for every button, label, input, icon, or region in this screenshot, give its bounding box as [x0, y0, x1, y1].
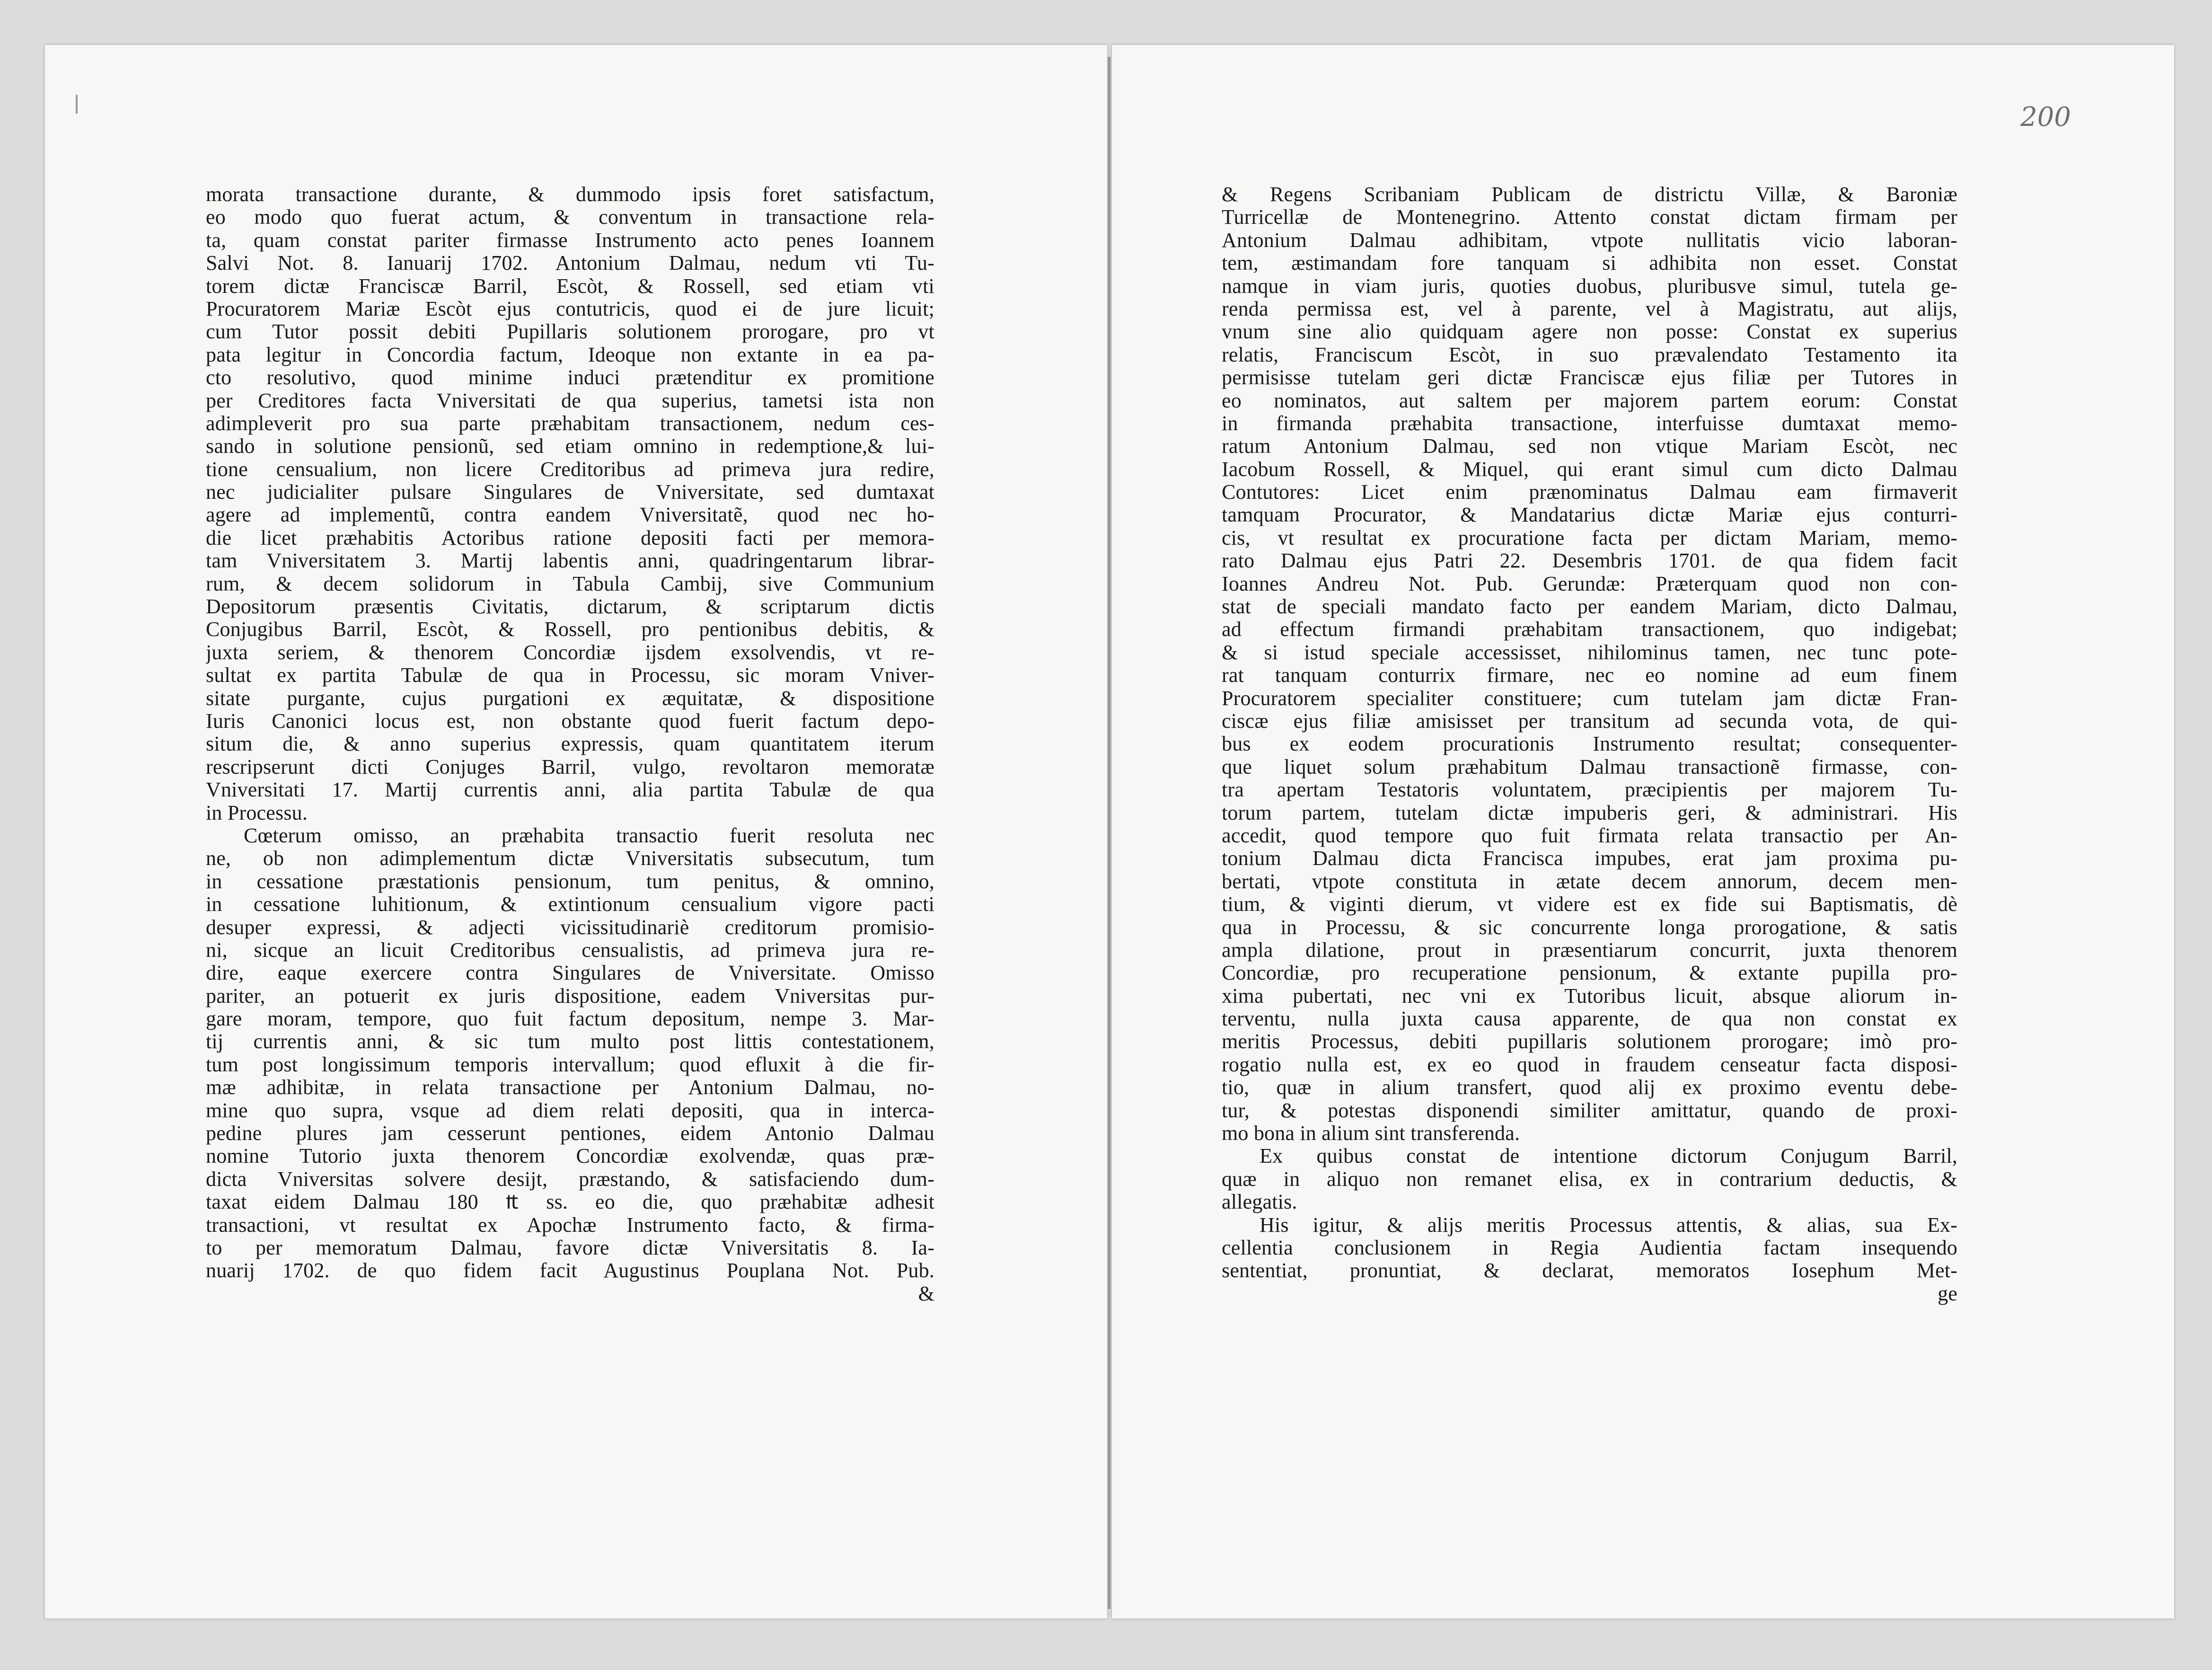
- right-page-text: [1222, 183, 1957, 1305]
- text-line: in firmanda præhabita transactione, interfuisse dumtaxat memo-: [1222, 412, 1957, 435]
- text-line: juxta seriem, & thenorem Concordiæ ijsdem exsolvendis, vt re-: [206, 641, 934, 664]
- text-line: cellentia conclusionem in Regia Audientia factam insequendo: [1222, 1236, 1957, 1259]
- text-line: Conjugibus Barril, Escòt, & Rossell, pro pentionibus debitis, &: [206, 618, 934, 641]
- text-line: situm die, & anno superius expressis, quam quantitatem iterum: [206, 733, 934, 756]
- text-line: pata legitur in Concordia factum, Ideoque non extante in ea pa-: [206, 343, 934, 366]
- text-line: tem, æstimandam fore tanquam si adhibita non esset. Constat: [1222, 252, 1957, 275]
- text-line: ad effectum firmandi præhabitam transactionem, quo indigebat;: [1222, 618, 1957, 641]
- text-line: sultat ex partita Tabulæ de qua in Processu, sic moram Vniver-: [206, 664, 934, 687]
- text-line: ne, ob non adimplementum dictæ Vniversitatis subsecutum, tum: [206, 847, 934, 870]
- text-line: gare moram, tempore, quo fuit factum depositum, nempe 3. Mar-: [206, 1007, 934, 1031]
- text-line: transactioni, vt resultat ex Apochæ Instrumento facto, & firma-: [206, 1213, 934, 1237]
- text-line: accedit, quod tempore quo fuit firmata relata transactio per An-: [1222, 824, 1957, 847]
- text-line: cum Tutor possit debiti Pupillaris solutionem prorogare, pro vt: [206, 320, 934, 344]
- text-line: tio, quæ in alium transfert, quod alij ex proximo eventu debe-: [1222, 1076, 1957, 1099]
- text-line: mine quo supra, vsque ad diem relati depositi, qua in interca-: [206, 1099, 934, 1122]
- text-line: rum, & decem solidorum in Tabula Cambij, sive Communium: [206, 572, 934, 595]
- text-line: tur, & potestas disponendi similiter amittatur, quando de proxi-: [1222, 1099, 1957, 1122]
- text-line: meritis Processus, debiti pupillaris solutionem prorogare; imò pro-: [1222, 1030, 1957, 1053]
- text-line: relatis, Franciscum Escòt, in suo prævalendato Testamento ita: [1222, 343, 1957, 366]
- text-line: stat de speciali mandato facto per eandem Mariam, dicto Dalmau,: [1222, 595, 1957, 619]
- text-line: qua in Processu, & sic concurrente longa prorogatione, & satis: [1222, 916, 1957, 939]
- text-line: sando in solutione pensionũ, sed etiam omnino in redemptione,& lui-: [206, 435, 934, 458]
- text-line: dire, eaque exercere contra Singulares de Vniversitate. Omisso: [206, 962, 934, 985]
- text-line: rato Dalmau ejus Patri 22. Desembris 1701. de qua fidem facit: [1222, 549, 1957, 573]
- text-line: tamquam Procurator, & Mandatarius dictæ Mariæ ejus conturri-: [1222, 504, 1957, 527]
- text-line: rescripserunt dicti Conjuges Barril, vulgo, revoltaron memoratæ: [206, 755, 934, 778]
- text-line: quæ in aliquo non remanet elisa, ex in contrarium deductis, &: [1222, 1167, 1957, 1191]
- text-line: tium, & viginti dierum, vt videre est ex fide sui Baptismatis, dè: [1222, 893, 1957, 916]
- text-line: tam Vniversitatem 3. Martij labentis anni, quadringentarum librar-: [206, 549, 934, 573]
- text-line: torum partem, tutelam dictæ impuberis geri, & administrari. His: [1222, 801, 1957, 824]
- text-line: ratum Antonium Dalmau, sed non vtique Mariam Escòt, nec: [1222, 435, 1957, 458]
- book-gutter: [1107, 57, 1111, 1609]
- text-line: to per memoratum Dalmau, favore dictæ Vniversitatis 8. Ia-: [206, 1236, 934, 1259]
- text-line: tione censualium, non licere Creditoribus ad primeva jura redire,: [206, 458, 934, 481]
- text-line: ni, sicque an licuit Creditoribus censualistis, ad primeva jura re-: [206, 938, 934, 962]
- text-line: adimpleverit pro sua parte præhabitam transactionem, nedum ces-: [206, 412, 934, 435]
- text-line: cis, vt resultat ex procuratione facta per dictam Mariam, memo-: [1222, 526, 1957, 549]
- text-line: Ex quibus constat de intentione dictorum Conjugum Barril,: [1260, 1145, 1957, 1168]
- margin-mark: [76, 95, 78, 114]
- text-line: ciscæ ejus filiæ amisisset per transitum ad secunda vota, de qui-: [1222, 709, 1957, 733]
- text-line: Cœterum omisso, an præhabita transactio fuerit resoluta nec: [244, 824, 934, 847]
- text-line: pedine plures jam cesserunt pentiones, eidem Antonio Dalmau: [206, 1122, 934, 1145]
- text-line: mæ adhibitæ, in relata transactione per Antonium Dalmau, no-: [206, 1076, 934, 1099]
- text-line: terventu, nulla juxta causa apparente, de qua non constat ex: [1222, 1007, 1957, 1031]
- text-line: Antonium Dalmau adhibitam, vtpote nullitatis vicio laboran-: [1222, 229, 1957, 252]
- text-line: renda permissa est, vel à parente, vel à Magistratu, aut alijs,: [1222, 297, 1957, 320]
- left-page-text: [206, 183, 934, 1305]
- text-line: taxat eidem Dalmau 180 ₶ ss. eo die, quo præhabitæ adhesit: [206, 1191, 934, 1214]
- text-line: tij currentis anni, & sic tum multo post littis contestationem,: [206, 1030, 934, 1053]
- text-line: Depositorum præsentis Civitatis, dictarum, & scriptarum dictis: [206, 595, 934, 619]
- text-line: in cessatione præstationis pensionum, tum penitus, & omnino,: [206, 870, 934, 893]
- text-line: & si istud speciale accessisset, nihilominus tamen, nec tunc pote-: [1222, 641, 1957, 664]
- text-line: rat tanquam conturrix firmare, nec eo nomine ad eum finem: [1222, 664, 1957, 687]
- text-line: desuper expressi, & adjecti vicissitudinariè creditorum promisio-: [206, 916, 934, 939]
- text-line: torem dictæ Franciscæ Barril, Escòt, & Rossell, sed etiam vti: [206, 274, 934, 298]
- text-line: ampla dilatione, prout in præsentiarum concurrit, juxta thenorem: [1222, 938, 1957, 962]
- text-line: nec judicialiter pulsare Singulares de Vniversitate, sed dumtaxat: [206, 481, 934, 504]
- text-line: sitate purgante, cujus purgationi ex æquitatæ, & dispositione: [206, 687, 934, 710]
- text-line: morata transactione durante, & dummodo ipsis foret satisfactum,: [206, 183, 934, 206]
- text-line: Turricellæ de Montenegrino. Attento constat dictam firmam per: [1222, 206, 1957, 229]
- text-line: Vniversitati 17. Martij currentis anni, alia partita Tabulæ de qua: [206, 778, 934, 802]
- text-line: nuarij 1702. de quo fidem facit Augustinus Pouplana Not. Pub.: [206, 1259, 934, 1282]
- text-line: Contutores: Licet enim prænominatus Dalmau eam firmaverit: [1222, 481, 1957, 504]
- text-line: agere ad implementũ, contra eandem Vniversitatẽ, quod nec ho-: [206, 504, 934, 527]
- text-line: mo bona in alium sint transferenda.: [1222, 1122, 1520, 1145]
- text-line: in cessatione luhitionum, & extintionum censualium vigore pacti: [206, 893, 934, 916]
- text-line: bus ex eodem procurationis Instrumento resultat; consequenter-: [1222, 733, 1957, 756]
- text-line: cto resolutivo, quod minime induci prætenditur ex promitione: [206, 366, 934, 389]
- text-line: ge: [1938, 1282, 1957, 1305]
- text-line: Iuris Canonici locus est, non obstante quod fuerit factum depo-: [206, 709, 934, 733]
- text-line: rogatio nulla est, ex eo quod in fraudem censeatur facta disposi-: [1222, 1053, 1957, 1076]
- folio-number: 200: [2020, 102, 2071, 133]
- text-line: Ioannes Andreu Not. Pub. Gerundæ: Præterquam quod non con-: [1222, 572, 1957, 595]
- text-line: ta, quam constat pariter firmasse Instrumento acto penes Ioannem: [206, 229, 934, 252]
- text-line: eo modo quo fuerat actum, & conventum in transactione rela-: [206, 206, 934, 229]
- text-line: namque in viam juris, quoties duobus, pluribusve simul, tutela ge-: [1222, 274, 1957, 298]
- text-line: bertati, vtpote constituta in ætate decem annorum, decem men-: [1222, 870, 1957, 893]
- text-line: tonium Dalmau dicta Francisca impubes, erat jam proxima pu-: [1222, 847, 1957, 870]
- text-line: Concordiæ, pro recuperatione pensionum, & extante pupilla pro-: [1222, 962, 1957, 985]
- text-line: pariter, an potuerit ex juris dispositione, eadem Vniversitas pur-: [206, 984, 934, 1007]
- text-line: & Regens Scribaniam Publicam de districtu Villæ, & Baroniæ: [1222, 183, 1957, 206]
- text-line: Iacobum Rossell, & Miquel, qui erant simul cum dicto Dalmau: [1222, 458, 1957, 481]
- text-line: Salvi Not. 8. Ianuarij 1702. Antonium Dalmau, nedum vti Tu-: [206, 252, 934, 275]
- text-line: sententiat, pronuntiat, & declarat, memoratos Iosephum Met-: [1222, 1259, 1957, 1282]
- text-line: vnum sine alio quidquam agere non posse: Constat ex superius: [1222, 320, 1957, 344]
- text-line: permisisse tutelam geri dictæ Franciscæ ejus filiæ per Tutores in: [1222, 366, 1957, 389]
- text-line: in Processu.: [206, 801, 308, 824]
- text-line: &: [918, 1282, 934, 1305]
- text-line: tum post longissimum temporis intervallum; quod efluxit à die fir-: [206, 1053, 934, 1076]
- text-line: die licet præhabitis Actoribus ratione depositi facti per memora-: [206, 526, 934, 549]
- text-line: xima pubertati, nec vni ex Tutoribus licuit, absque aliorum in-: [1222, 984, 1957, 1007]
- text-line: allegatis.: [1222, 1191, 1297, 1214]
- text-line: eo nominatos, aut saltem per majorem partem eorum: Constat: [1222, 389, 1957, 412]
- text-line: que liquet solum præhabitum Dalmau transactionẽ firmasse, con-: [1222, 755, 1957, 778]
- text-line: Procuratorem specialiter constituere; cum tutelam jam dictæ Fran-: [1222, 687, 1957, 710]
- text-line: dicta Vniversitas solvere desijt, præstando, & satisfaciendo dum-: [206, 1167, 934, 1191]
- text-line: His igitur, & alijs meritis Processus attentis, & alias, sua Ex-: [1260, 1213, 1957, 1237]
- text-line: Procuratorem Mariæ Escòt ejus contutricis, quod ei de jure licuit;: [206, 297, 934, 320]
- text-line: tra apertam Testatoris voluntatem, præcipientis per majorem Tu-: [1222, 778, 1957, 802]
- text-line: per Creditores facta Vniversitati de qua superius, tametsi ista non: [206, 389, 934, 412]
- text-line: nomine Tutorio juxta thenorem Concordiæ exolvendæ, quas præ-: [206, 1145, 934, 1168]
